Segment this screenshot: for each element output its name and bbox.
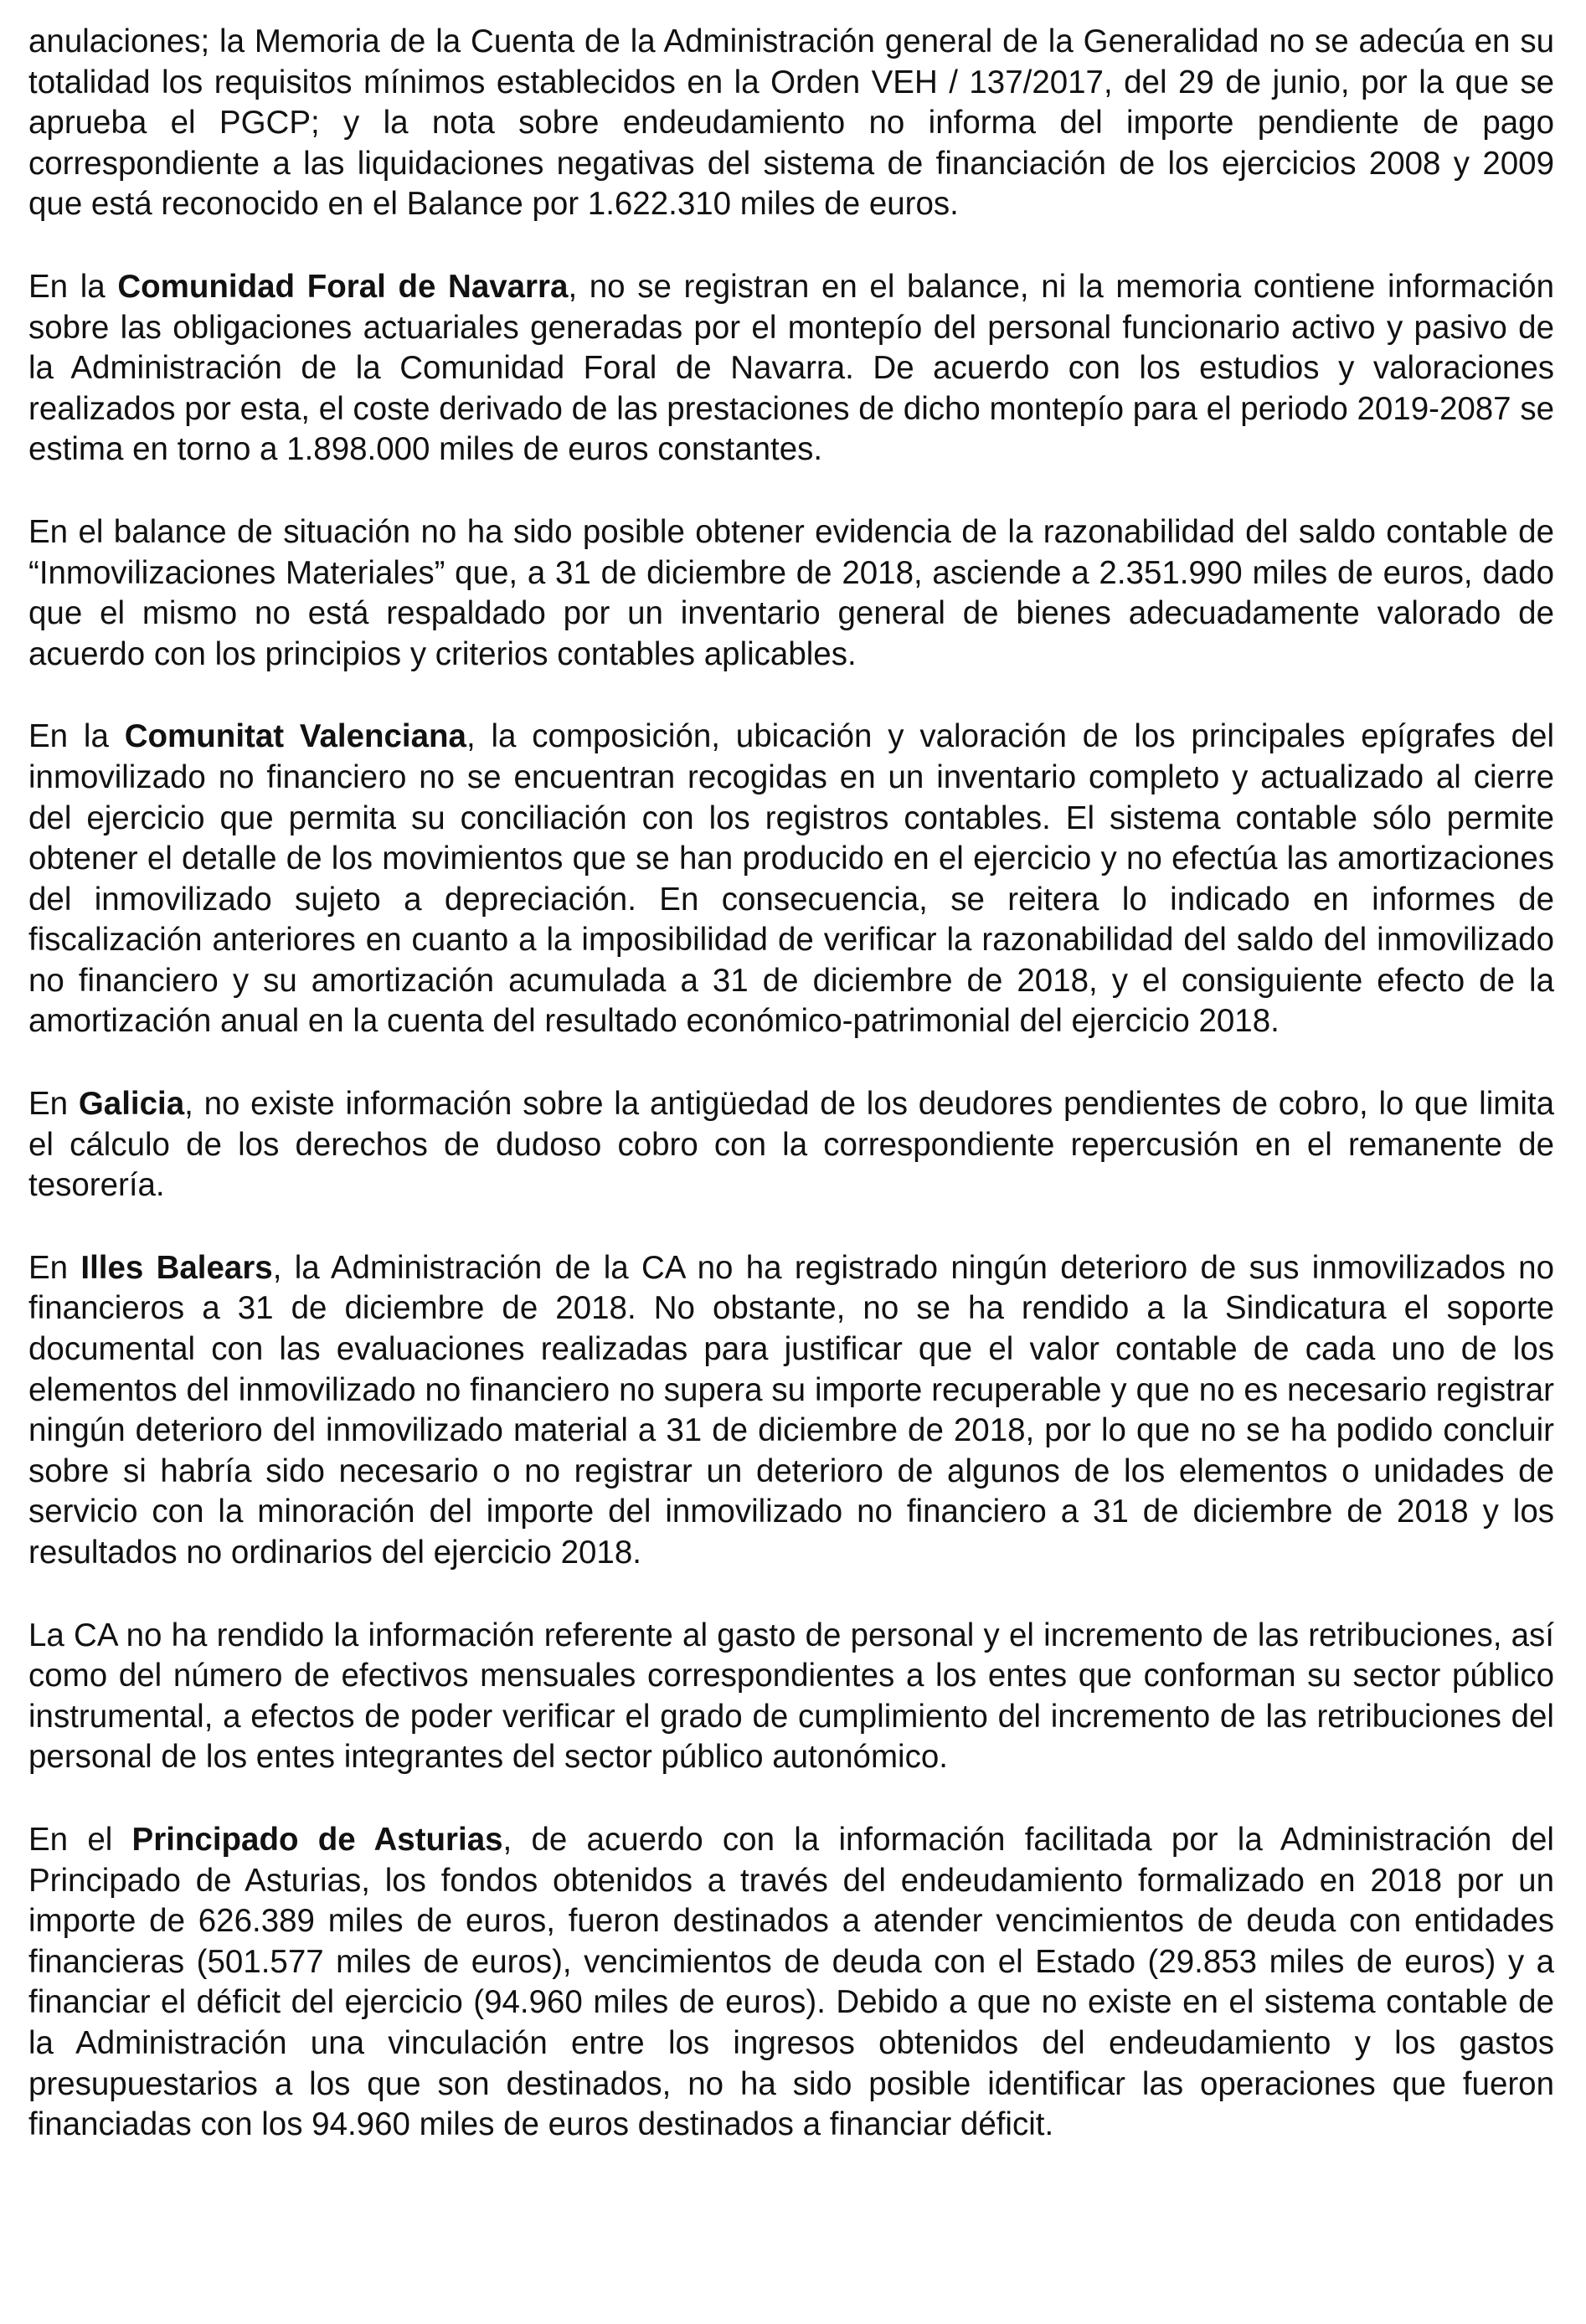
paragraph-1-text: anulaciones; la Memoria de la Cuenta de la Administración general de la Generalidad no se adecúa en su totalidad los requisitos mínimos establecidos en la Orden VEH / 137/2017, del 29 de junio, por la que se aprueba el PGCP; y la nota sobre endeudamiento no informa del importe pendiente de pago correspondiente a las liquidaciones negativas del sistema de financiación de los ejercicios 2008 y 2009 que está reconocido en el Balance por 1.622.310 miles de euros.: [28, 23, 1554, 223]
paragraph-2: [28, 267, 1554, 470]
document-page: [28, 22, 1554, 2188]
paragraph-6-text: En: [28, 1249, 81, 1286]
paragraph-1: [28, 22, 1554, 225]
region-name-asturias: Principado de Asturias: [131, 1821, 503, 1858]
paragraph-5-text: , no existe información sobre la antigüedad de los deudores pendientes de cobro, lo que limita el cálculo de los derechos de dudoso cobro con la correspondiente repercusión en el remanente de tesorería.: [28, 1086, 1554, 1204]
paragraph-5: [28, 1084, 1554, 1206]
paragraph-4: [28, 717, 1554, 1042]
region-name-navarra: Comunidad Foral de Navarra: [117, 268, 569, 305]
paragraph-7-text: La CA no ha rendido la información referente al gasto de personal y el incremento de las retribuciones, así como del número de efectivos mensuales correspondientes a los entes que conforman su sector público instrumental, a efectos de poder verificar el grado de cumplimiento del incremento de las retribuciones del personal de los entes integrantes del sector público autonómico.: [28, 1617, 1554, 1776]
region-name-illes-balears: Illes Balears: [80, 1249, 273, 1286]
paragraph-8-text: , de acuerdo con la información facilitada por la Administración del Principado de Asturias, los fondos obtenidos a través del endeudamiento formalizado en 2018 por un importe de 626.389 miles de euros, fueron destinados a atender vencimientos de deuda con entidades financieras (501.577 miles de euros), vencimientos de deuda con el Estado (29.853 miles de euros) y a financiar el déficit del ejercicio (94.960 miles de euros). Debido a que no existe en el sistema contable de la Administración una vinculación entre los ingresos obtenidos del endeudamiento y los gastos presupuestarios a los que son destinados, no ha sido posible identificar las operaciones que fueron financiadas con los 94.960 miles de euros destinados a financiar déficit.: [28, 1821, 1554, 2143]
paragraph-6: [28, 1248, 1554, 1574]
paragraph-3: [28, 512, 1554, 675]
paragraph-2-text: En la: [28, 268, 118, 305]
paragraph-7: [28, 1616, 1554, 1778]
paragraph-8-text: En el: [28, 1821, 132, 1858]
paragraph-2-text: , no se registran en el balance, ni la memoria contiene información sobre las obligaciones actuariales generadas por el montepío del personal funcionario activo y pasivo de la Administración de la Comunidad Foral de Navarra. De acuerdo con los estudios y valoraciones realizados por esta, el coste derivado de las prestaciones de dicho montepío para el periodo 2019-2087 se estima en torno a 1.898.000 miles de euros constantes.: [28, 268, 1554, 468]
paragraph-4-text: , la composición, ubicación y valoración de los principales epígrafes del inmovilizado no financiero no se encuentran recogidas en un inventario completo y actualizado al cierre del ejercicio que permita su conciliación con los registros contables. El sistema contable sólo permite obtener el detalle de los movimientos que se han producido en el ejercicio y no efectúa las amortizaciones del inmovilizado sujeto a depreciación. En consecuencia, se reitera lo indicado en informes de fiscalización anteriores en cuanto a la imposibilidad de verificar la razonabilidad del saldo del inmovilizado no financiero y su amortización acumulada a 31 de diciembre de 2018, y el consiguiente efecto de la amortización anual en la cuenta del resultado económico-patrimonial del ejercicio 2018.: [28, 718, 1555, 1040]
paragraph-5-text: En: [28, 1086, 79, 1123]
paragraph-8: [28, 1820, 1554, 2146]
paragraph-3-text: En el balance de situación no ha sido posible obtener evidencia de la razonabilidad del saldo contable de “Inmovilizaciones Materiales” que, a 31 de diciembre de 2018, asciende a 2.351.990 miles de euros, dado que el mismo no está respaldado por un inventario general de bienes adecuadamente valorado de acuerdo con los principios y criterios contables aplicables.: [28, 513, 1554, 672]
paragraph-6-text: , la Administración de la CA no ha registrado ningún deterioro de sus inmovilizados no financieros a 31 de diciembre de 2018. No obstante, no se ha rendido a la Sindicatura el soporte documental con las evaluaciones realizadas para justificar que el valor contable de cada uno de los elementos del inmovilizado no financiero no supera su importe recuperable y que no es necesario registrar ningún deterioro del inmovilizado material a 31 de diciembre de 2018, por lo que no se ha podido concluir sobre si habría sido necesario o no registrar un deterioro de algunos de los elementos o unidades de servicio con la minoración del importe del inmovilizado no financiero a 31 de diciembre de 2018 y los resultados no ordinarios del ejercicio 2018.: [28, 1249, 1554, 1571]
region-name-valenciana: Comunitat Valenciana: [124, 718, 466, 755]
region-name-galicia: Galicia: [78, 1086, 185, 1123]
paragraph-4-text: En la: [28, 718, 125, 755]
